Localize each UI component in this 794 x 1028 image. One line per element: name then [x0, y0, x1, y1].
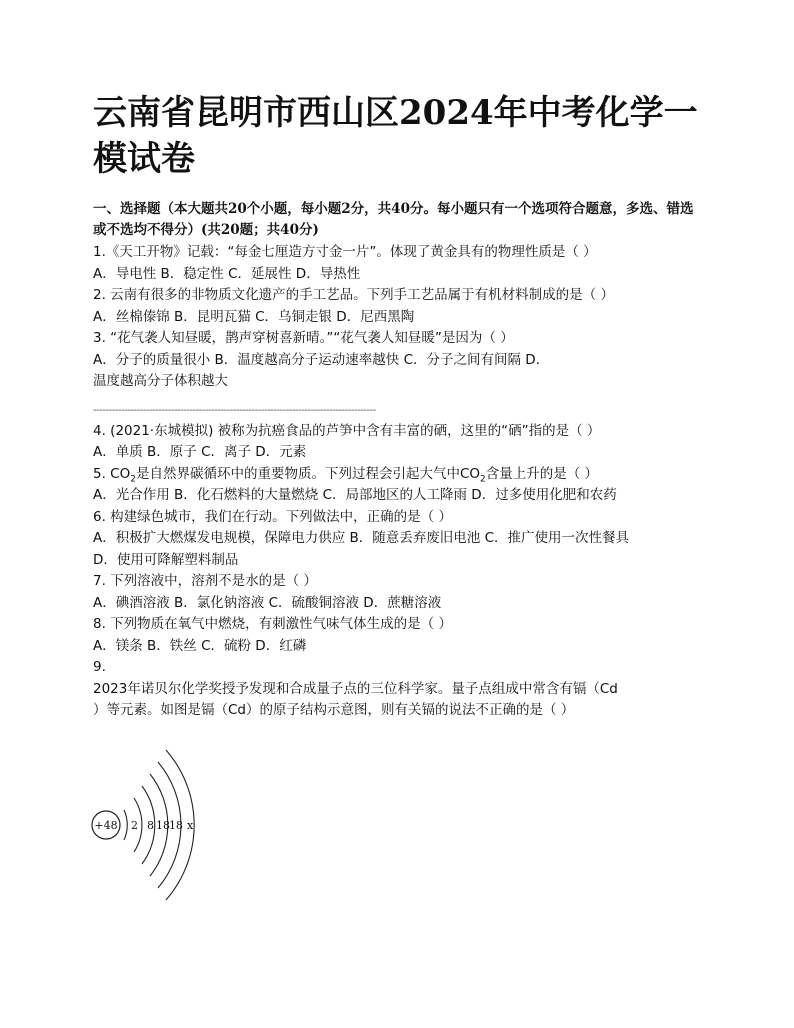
question-7-stem: 7. 下列溶液中，溶剂不是水的是（ ）: [93, 573, 317, 589]
question-6-options-cont: D．使用可降解塑料制品: [93, 551, 239, 568]
shell-electrons: 18: [156, 819, 170, 832]
question-5-stem: [93, 464, 703, 486]
question-7-options: A．碘酒溶液 B．氯化钠溶液 C．硫酸铜溶液 D．蔗糖溶液: [93, 594, 442, 611]
question-1-options: A．导电性 B．稳定性 C．延展性 D．导热性: [93, 265, 361, 282]
question-9-stem: 2023年诺贝尔化学奖授予发现和合成量子点的三位科学家。量子点组成中常含有镉（Cd: [93, 680, 618, 697]
question-6-stem: 6. 构建绿色城市，我们在行动。下列做法中，正确的是（ ）: [93, 508, 452, 525]
question-3-options-cont: 温度越高分子体积越大: [93, 373, 228, 389]
q5-part-b: 是自然界碳循环中的重要物质。下列过程会引起大气中CO: [135, 465, 481, 482]
electron-shell-arc: [124, 810, 127, 840]
question-5-options: A．光合作用 B．化石燃料的大量燃烧 C．局部地区的人工降雨 D．过多使用化肥和农药: [93, 487, 617, 503]
question-9-stem-cont: ）等元素。如图是镉（Cd）的原子结构示意图，则有关镉的说法不正确的是（ ）: [93, 702, 575, 718]
question-3-options: A．分子的质量很小 B．温度越高分子运动速率越快 C．分子之间有间隔 D．: [93, 351, 550, 368]
question-6-options: A．积极扩大燃煤发电规模，保障电力供应 B．随意丢弃废旧电池 C．推广使用一次性餐具: [93, 530, 630, 546]
shell-electrons: 2: [131, 819, 138, 832]
question-3-stem: 3. “花气袭人知昼暖，鹊声穿树喜新晴。”“花气袭人知昼暖”是因为（ ）: [93, 330, 514, 346]
question-list: [93, 242, 703, 722]
q5-subscript-b: 2: [480, 474, 486, 485]
q5-subscript-a: 2: [130, 474, 136, 485]
atom-structure-diagram: [86, 748, 216, 908]
question-2-options: A．丝棉傣锦 B．昆明瓦猫 C．乌铜走银 D．尼西黑陶: [93, 308, 415, 325]
nucleus-charge: +48: [94, 819, 118, 832]
shell-electrons: x: [187, 819, 194, 832]
shell-electrons: 8: [147, 819, 154, 832]
q5-part-a: 5. CO: [93, 465, 131, 482]
question-9-number: 9.: [93, 659, 106, 675]
shell-electrons: 18: [169, 819, 183, 832]
question-4-stem: 4. (2021·东城模拟) 被称为抗癌食品的芦笋中含有丰富的硒，这里的“硒”指的是（ ）: [93, 422, 601, 439]
q5-part-c: 含量上升的是（ ）: [485, 465, 599, 482]
question-2-stem: 2. 云南有很多的非物质文化遗产的手工艺品。下列手工艺品属于有机材料制成的是（ ）: [93, 287, 614, 303]
question-8-options: A．镁条 B．铁丝 C．硫粉 D．红磷: [93, 637, 307, 654]
section-heading: 一、选择题（本大题共20个小题，每小题2分，共40分。每小题只有一个选项符合题意，多选、错选或不选均不得分）(共20题；共40分): [93, 201, 694, 238]
question-1-stem: 1.《天工开物》记载：“每金七厘造方寸金一片”。体现了黄金具有的物理性质是（ ）: [93, 244, 597, 260]
question-4-options: A．单质 B．原子 C．离子 D．元素: [93, 444, 307, 460]
page-divider: -------------------------------------------------------------------------------------------: [93, 404, 376, 416]
question-8-stem: 8. 下列物质在氧气中燃烧，有刺激性气味气体生成的是（ ）: [93, 616, 452, 632]
page-title: 云南省昆明市西山区2024年中考化学一模试卷: [93, 93, 698, 179]
